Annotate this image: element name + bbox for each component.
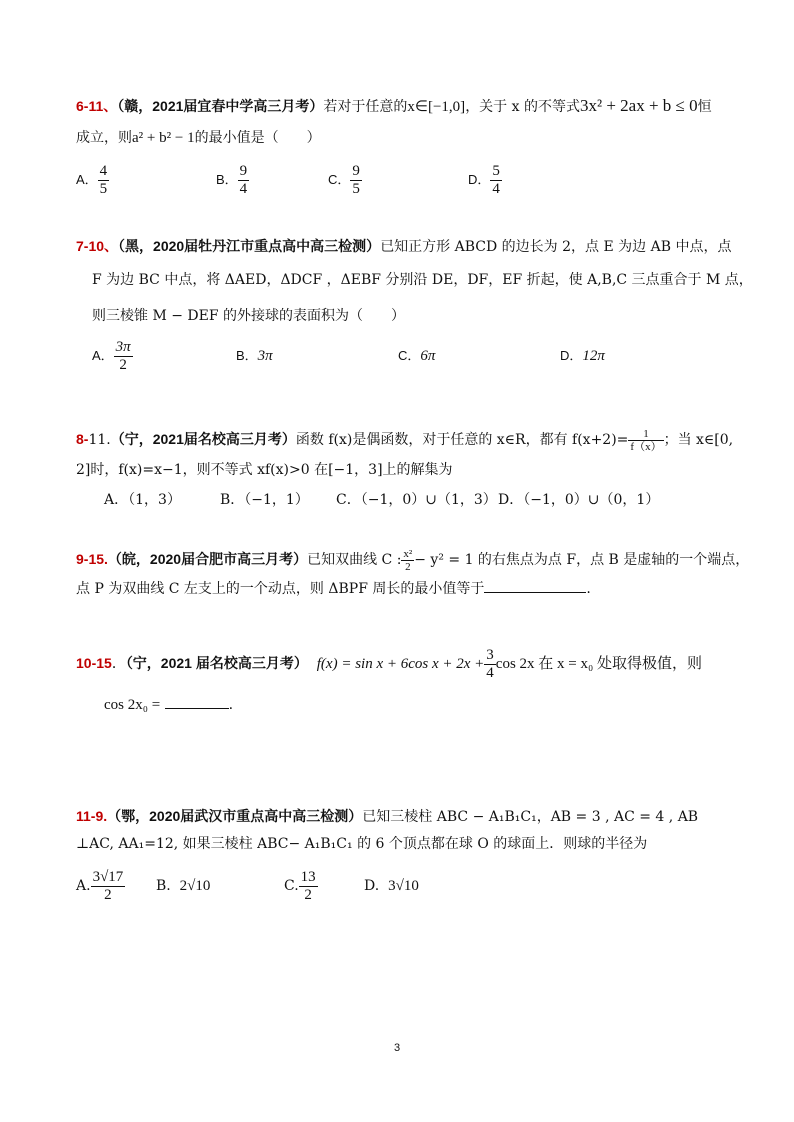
q10-source: （宁，2021 届名校高三月考） (125, 655, 308, 671)
q8-stem-1a: 函数 f(x)是偶函数，对于任意的 x∈R，都有 f(x+2)= (295, 432, 629, 448)
q8-number-2: 11. (88, 432, 111, 448)
fraction: $\frac{9}{5}$ (352, 162, 360, 197)
q6-stem-c: 恒 (697, 99, 712, 115)
q10-dot: ． (111, 656, 126, 672)
option-value: 12π (582, 348, 605, 364)
q11-line1 (76, 806, 698, 827)
q10-line1 (76, 644, 702, 683)
q11-stem-1: 已知三棱柱 ABC − A₁B₁C₁，AB = 3 , AC = 4 , AB (362, 809, 699, 825)
q7-stem-2: F 为边 BC 中点，将 ΔAED，ΔDCF ，ΔEBF 分别沿 DE，DF，EF 折起，使 A,B,C 三点重合于 M 点， (92, 272, 753, 288)
q7-option-d (560, 336, 605, 376)
option-label: D． (560, 348, 583, 363)
q9-source: （皖，2020届合肥市高三月考） (107, 551, 308, 567)
q7-stem-1: 已知正方形 ABCD 的边长为 2，点 E 为边 AB 中点，点 (380, 239, 732, 255)
q6-stem2-b: 的最小值是（ ） (194, 130, 321, 146)
q7-option-a (92, 336, 133, 376)
q7-option-c (398, 336, 435, 376)
option-label: A． (76, 172, 98, 187)
q11-number: 11-9. (76, 808, 108, 824)
q6-number: 6-11、 (76, 98, 118, 114)
q9-fraction: $\frac{\text{x²}}{2}$ (403, 547, 413, 573)
q7-line3 (92, 306, 405, 326)
q6-option-b (216, 160, 249, 200)
q6-stem-b: ，关于 x 的不等式 (465, 99, 580, 115)
q10-answer-blank[interactable] (165, 694, 229, 709)
q7-source: （黑，2020届牡丹江市重点高中高三检测） (118, 238, 381, 254)
q11-option-b: B. 2√10 (156, 878, 211, 894)
q11-option-d: D. 3√10 (364, 878, 419, 894)
fraction: $\frac{4}{5}$ (99, 162, 108, 197)
q9-stem-1b: − y² = 1 的右焦点为点 F，点 B 是虚轴的一个端点， (414, 552, 750, 568)
q10-stem-2a: cos 2x₀ = (104, 697, 161, 713)
q8-line2 (76, 460, 453, 480)
q11-source: （鄂，2020届武汉市重点高中高三检测） (107, 808, 363, 824)
q8-option-d: D．（−1，0）∪（0，1） (498, 492, 660, 508)
q6-condition: x∈[−1,0] (407, 99, 466, 115)
option-label: B． (236, 348, 258, 363)
q8-number: 8- (76, 431, 89, 447)
option-label: A． (92, 348, 114, 363)
q6-line1 (76, 96, 712, 117)
q9-number: 9-15. (76, 551, 108, 567)
q9-answer-blank[interactable] (484, 578, 586, 593)
fraction: $\frac{3√17}{2}$ (92, 868, 124, 903)
q10-line2 (104, 694, 233, 715)
option-value: 3π (257, 348, 273, 364)
option-label: B． (216, 172, 238, 187)
q6-option-c (328, 160, 362, 200)
q10-fraction: $\frac{3}{4}$ (486, 646, 494, 681)
q11-line2 (76, 834, 647, 854)
option-value: 6π (420, 348, 436, 364)
q6-expression: a² + b² − 1 (132, 130, 195, 146)
q7-line1 (76, 236, 731, 257)
q10-number: 10-15 (76, 655, 112, 671)
q6-option-d (468, 160, 502, 200)
q8-fraction: $\frac{1}{f(x)}$ (630, 427, 662, 453)
q8-option-c: C．（−1，0）∪（1，3） (336, 492, 497, 508)
q6-line2 (76, 128, 321, 148)
q11-option-a: A. $\frac{3√17}{2}$ (76, 868, 124, 903)
q8-option-b: B．（−1，1） (220, 492, 309, 508)
q10-function-b: cos 2x 在 x = x₀ 处取得极值，则 (495, 656, 702, 672)
q9-stem-2b: . (586, 581, 591, 597)
option-label: C． (328, 172, 351, 187)
q8-stem-2: 2]时，f(x)=x−1，则不等式 xf(x)>0 在[−1，3]上的解集为 (76, 462, 453, 478)
page-number: 3 (393, 1042, 401, 1054)
fraction: $\frac{5}{4}$ (492, 162, 500, 197)
q7-stem-3: 则三棱锥 M − DEF 的外接球的表面积为（ ） (92, 308, 406, 324)
q8-option-a: A．（1，3） (104, 492, 181, 508)
q9-line1 (76, 542, 749, 577)
fraction: $\frac{9}{4}$ (239, 162, 248, 197)
option-label: C． (398, 348, 421, 363)
q6-source: （赣，2021届宜春中学高三月考） (117, 98, 324, 114)
q11-option-c: C. $\frac{13}{2}$ (284, 868, 316, 903)
q10-function-a: f(x) = sin x + 6cos x + 2x + (316, 656, 485, 672)
q7-number: 7-10、 (76, 238, 119, 254)
q10-stem-2b: . (228, 697, 234, 713)
q7-option-b (236, 336, 273, 376)
fraction: $\frac{13}{2}$ (300, 868, 316, 903)
q6-inequality: 3x² + 2ax + b ≤ 0 (579, 96, 698, 115)
fraction: $\frac{3\pi}{2}$ (115, 338, 131, 373)
q6-option-a (76, 160, 109, 200)
option-label: D． (468, 172, 491, 187)
q9-line2 (76, 578, 591, 599)
q8-source: （宁，2021届名校高三月考） (110, 431, 296, 447)
q8-line1 (76, 422, 733, 457)
q9-stem-1a: 已知双曲线 C : (307, 552, 402, 568)
q9-stem-2a: 点 P 为双曲线 C 左支上的一个动点，则 ΔBPF 周长的最小值等于 (76, 581, 485, 597)
q8-stem-1b: ；当 x∈[0, (663, 432, 734, 448)
q11-stem-2: ⊥AC, AA₁=12, 如果三棱柱 ABC− A₁B₁C₁ 的 6 个顶点都在球 O 的球面上．则球的半径为 (76, 836, 648, 852)
q7-line2 (92, 270, 753, 290)
q6-stem-a: 若对于任意的 (323, 99, 408, 115)
q6-stem2-a: 成立，则 (76, 130, 132, 146)
